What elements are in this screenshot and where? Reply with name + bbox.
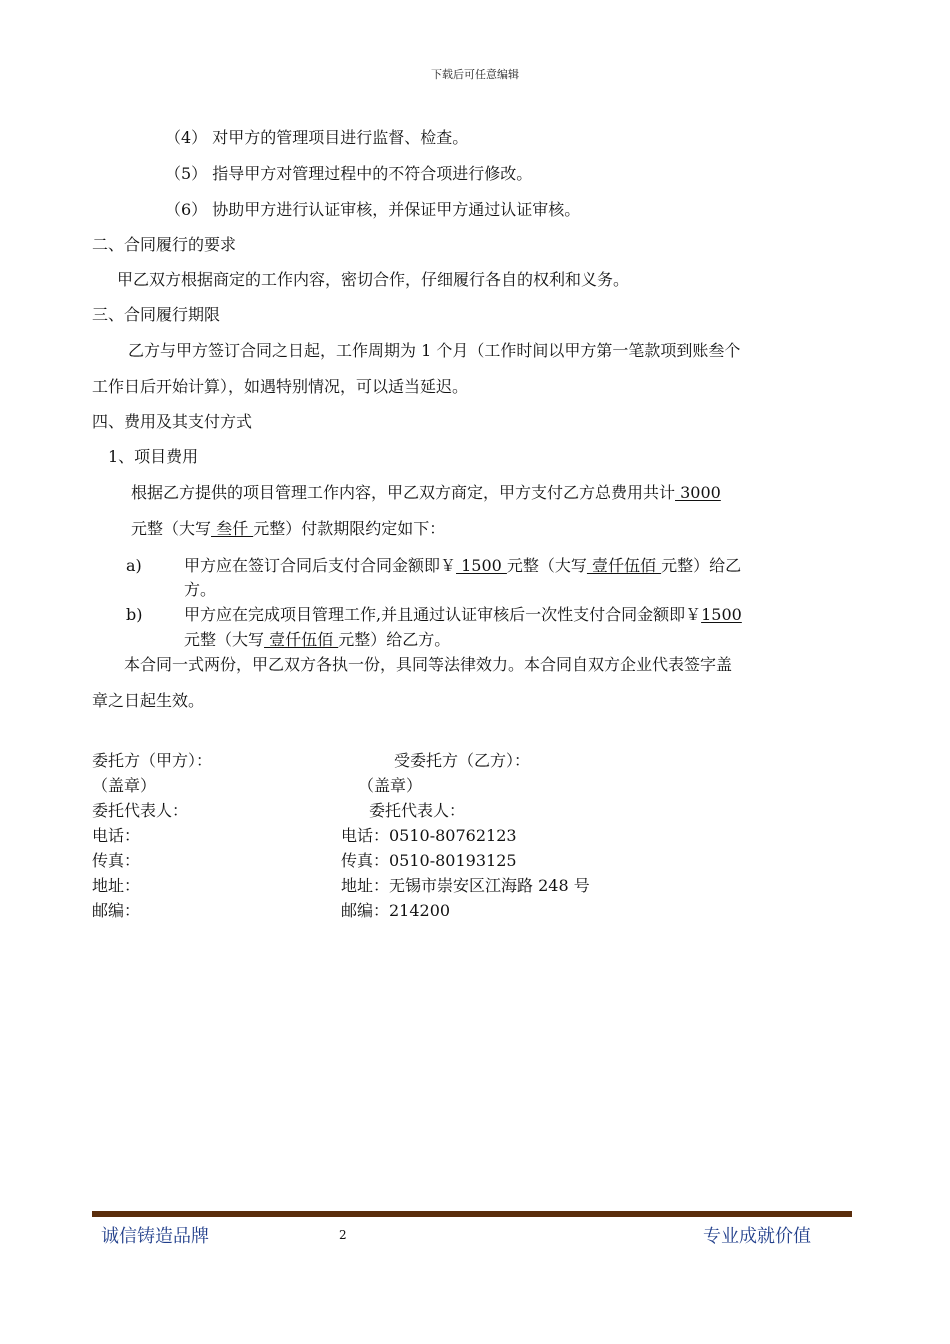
section-3-title: 三、合同履行期限: [92, 305, 221, 324]
party-b-seal: （盖章）: [358, 776, 423, 795]
payment-b-line-2: [184, 630, 450, 650]
section-4-subtitle: 1、项目费用: [108, 447, 199, 466]
payment-a-text: 甲方应在签订合同后支付合同金额即￥: [184, 556, 457, 575]
payment-b-upper: 壹仟伍佰: [264, 630, 339, 649]
fee-total-amount: 3000: [675, 483, 721, 502]
section-2-title: 二、合同履行的要求: [92, 235, 237, 254]
payment-a-label: a): [126, 556, 142, 575]
party-b-title: 受委托方（乙方）：: [394, 751, 531, 770]
footer-divider: [92, 1211, 852, 1217]
party-a-postcode: 邮编：: [92, 901, 141, 920]
party-a-representative: 委托代表人：: [92, 801, 189, 820]
fee-text: 根据乙方提供的项目管理工作内容，甲乙双方商定，甲方支付乙方总费用共计: [131, 483, 676, 502]
page-header-note: 下载后可任意编辑: [431, 68, 519, 81]
payment-b-line-1: [184, 605, 742, 625]
section-4-title: 四、费用及其支付方式: [92, 412, 253, 431]
party-a-phone: 电话：: [92, 826, 141, 845]
closing-line-2: 章之日起生效。: [92, 691, 205, 710]
party-a-address: 地址：: [92, 876, 141, 895]
payment-b-amount: 1500: [701, 605, 742, 624]
footer-slogan-right: 专业成就价值: [703, 1226, 811, 1247]
section-3-body-line-2: 工作日后开始计算），如遇特别情况，可以适当延迟。: [92, 377, 469, 396]
list-item-4: （4） 对甲方的管理项目进行监督、检查。: [165, 128, 469, 147]
party-b-phone: 电话：0510-80762123: [341, 826, 517, 845]
payment-a-text: 元整（大写: [506, 556, 587, 575]
list-item-6: （6） 协助甲方进行认证审核，并保证甲方通过认证审核。: [165, 200, 581, 219]
fee-paragraph-line-1: [131, 483, 721, 503]
section-3-body-line-1: 乙方与甲方签订合同之日起，工作周期为 1 个月（工作时间以甲方第一笔款项到账叁个: [128, 341, 741, 360]
list-item-5: （5） 指导甲方对管理过程中的不符合项进行修改。: [165, 164, 533, 183]
party-a-seal: （盖章）: [92, 776, 157, 795]
page-number: 2: [339, 1228, 347, 1242]
footer-slogan-left: 诚信铸造品牌: [101, 1226, 209, 1247]
payment-a-text: 元整）给乙: [661, 556, 742, 575]
fee-text: 元整（大写: [131, 519, 212, 538]
payment-a-upper: 壹仟伍佰: [586, 556, 662, 575]
payment-a-line-1: [184, 556, 741, 576]
party-b-address: 地址：无锡市崇安区江海路 248 号: [341, 876, 590, 895]
section-2-body: 甲乙双方根据商定的工作内容，密切合作，仔细履行各自的权利和义务。: [117, 270, 630, 289]
closing-line-1: 本合同一式两份，甲乙双方各执一份，具同等法律效力。本合同自双方企业代表签字盖: [124, 655, 733, 674]
party-a-fax: 传真：: [92, 851, 141, 870]
party-a-title: 委托方（甲方）：: [92, 751, 213, 770]
payment-a-line-2: 方。: [184, 580, 217, 599]
payment-b-text: 元整（大写: [184, 630, 265, 649]
party-b-fax: 传真：0510-80193125: [341, 851, 517, 870]
payment-a-amount: 1500: [456, 556, 507, 575]
party-b-representative: 委托代表人：: [369, 801, 466, 820]
party-b-postcode: 邮编：214200: [341, 901, 451, 920]
fee-total-upper: 叁仟: [211, 519, 254, 538]
payment-b-text: 甲方应在完成项目管理工作,并且通过认证审核后一次性支付合同金额即￥: [184, 605, 702, 624]
payment-b-label: b): [126, 605, 143, 624]
payment-b-text: 元整）给乙方。: [338, 630, 451, 649]
fee-text: 元整）付款期限约定如下：: [253, 519, 446, 538]
fee-paragraph-line-2: [131, 519, 445, 539]
